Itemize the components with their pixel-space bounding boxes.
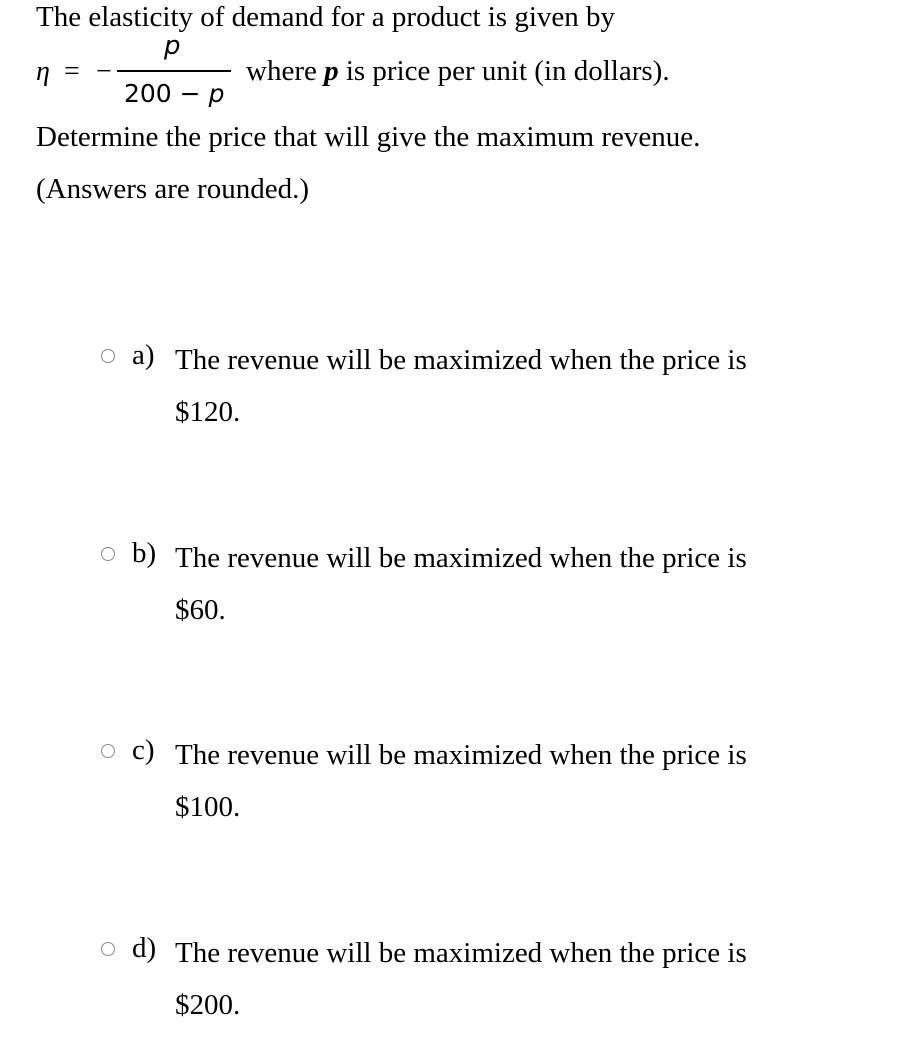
equals-sign: = [64,56,80,87]
radio-button-d[interactable] [101,942,115,956]
question-line-3: Determine the price that will give the maximum revenue. [36,121,701,153]
option-label-d: The revenue will be maximized when the price is [175,937,747,969]
fraction-numerator: p [164,31,181,61]
radio-button-a[interactable] [101,349,115,363]
option-label-b: The revenue will be maximized when the price is [175,542,747,574]
option-d[interactable] [0,931,903,1051]
where-prefix: where [246,55,325,87]
option-text-d[interactable] [175,927,855,1031]
formula-where-clause [246,54,670,88]
option-letter-a: a) [132,339,155,371]
where-suffix: is price per unit (in dollars). [338,55,670,87]
minus-sign: − [96,56,112,87]
fraction-bar [117,70,231,72]
denominator-constant: 200 [124,79,172,108]
option-text-b[interactable] [175,532,855,636]
option-a[interactable] [0,338,903,458]
option-text-a[interactable] [175,334,855,438]
radio-button-c[interactable] [101,744,115,758]
option-value-a: $120. [175,396,241,428]
question-line-4: (Answers are rounded.) [36,173,309,205]
question-line-1: The elasticity of demand for a product is given by [36,1,616,33]
option-letter-b: b) [132,537,157,569]
denominator-variable: p [208,79,225,108]
denominator-minus: − [171,79,209,108]
where-variable: p [324,55,339,87]
eta-symbol: η [36,56,50,87]
option-letter-c: c) [132,734,155,766]
option-c[interactable] [0,733,903,853]
fraction-denominator [124,78,224,110]
option-label-a: The revenue will be maximized when the price is [175,344,747,376]
option-value-b: $60. [175,594,226,626]
option-b[interactable] [0,536,903,656]
option-letter-d: d) [132,932,157,964]
option-value-d: $200. [175,989,241,1021]
radio-button-b[interactable] [101,547,115,561]
option-text-c[interactable] [175,729,855,833]
option-value-c: $100. [175,791,241,823]
option-label-c: The revenue will be maximized when the price is [175,739,747,771]
